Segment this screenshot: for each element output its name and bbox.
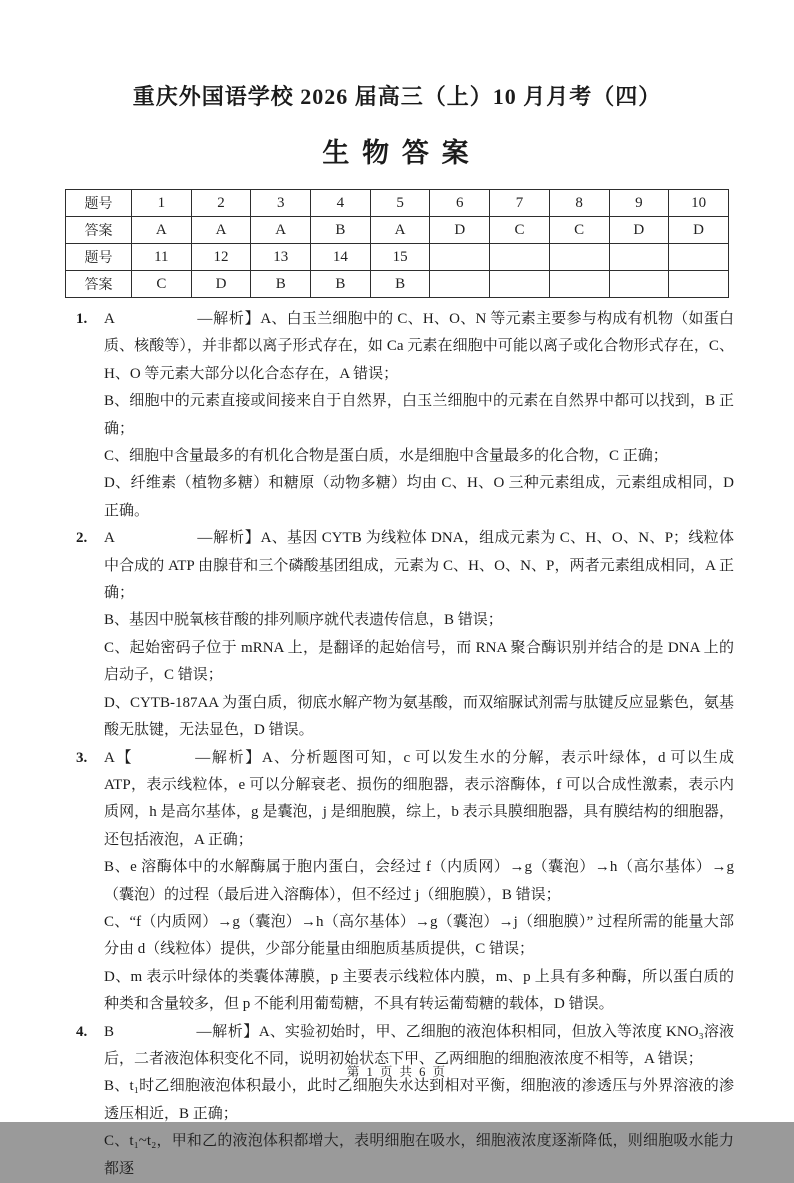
item-body	[104, 306, 734, 525]
item-answer-letter: A	[104, 311, 116, 327]
answer-cell: D	[609, 217, 669, 244]
analysis-marker: —解析】	[195, 749, 262, 766]
answer-cell: 14	[311, 244, 371, 271]
answer-cell	[490, 271, 550, 298]
answer-cell: 3	[251, 190, 311, 217]
answer-cell: D	[430, 217, 490, 244]
answer-item	[60, 1019, 734, 1183]
item-number: 3.	[76, 749, 88, 766]
analysis-paragraph: D、m 表示叶绿体的类囊体薄膜，p 主要表示线粒体内膜，m、p 上具有多种酶，所以蛋白质的种类和含量较多，但 p 不能利用葡萄糖，不具有转运葡萄糖的载体，D 错误。	[104, 968, 734, 1013]
answer-cell: B	[370, 271, 430, 298]
item-number: 1.	[76, 311, 88, 327]
answer-cell	[669, 271, 729, 298]
answer-cell: 7	[490, 190, 550, 217]
answer-cell: 8	[549, 190, 609, 217]
answer-cell: A	[251, 217, 311, 244]
table-row	[66, 217, 729, 244]
page-footer: 第 1 页 共 6 页	[346, 1065, 448, 1079]
analysis-paragraph: C、起始密码子位于 mRNA 上，是翻译的起始信号，而 RNA 聚合酶识别并结合的是 DNA 上的启动子，C 错误；	[104, 639, 734, 684]
analysis-list	[60, 306, 734, 1183]
answer-cell	[669, 244, 729, 271]
analysis-paragraph: A【 —解析】A、分析题图可知，c 可以发生水的分解，表示叶绿体，d 可以生成 ATP，表示线粒体，e 可以分解衰老、损伤的细胞器，表示溶酶体，f 可以合成性激素，表示内质网，h 是高尔基体，g 是囊泡，j 是细胞膜，综上，b 表示具膜细胞器，具有膜结构的细胞器，还包括液泡，A 正确；	[104, 749, 734, 848]
answer-cell	[609, 244, 669, 271]
answer-cell: C	[132, 271, 192, 298]
analysis-paragraph: D、CYTB-187AA 为蛋白质，彻底水解产物为氨基酸，而双缩脲试剂需与肽键反应显紫色，氨基酸无肽键，无法显色，D 错误。	[104, 694, 734, 739]
item-answer-letter: B	[104, 1023, 115, 1040]
answer-cell: D	[191, 271, 251, 298]
analysis-paragraph: A —解析】A、白玉兰细胞中的 C、H、O、N 等元素主要参与构成有机物（如蛋白质、核酸等），并非都以离子形式存在，如 Ca 元素在细胞中可能以离子或化合物形式存在，C、H、O 等元素大部分以化合态存在，A 错误；	[104, 311, 734, 382]
answer-cell: 11	[132, 244, 192, 271]
answer-cell: 5	[370, 190, 430, 217]
table-header-cell: 题号	[66, 244, 132, 271]
item-body	[104, 745, 734, 1019]
table-row	[66, 244, 729, 271]
answer-cell	[430, 244, 490, 271]
answer-cell: 10	[669, 190, 729, 217]
answer-cell: 13	[251, 244, 311, 271]
analysis-marker: —解析】	[197, 530, 261, 547]
analysis-marker: —解析】	[197, 311, 261, 327]
table-header-cell: 答案	[66, 217, 132, 244]
answer-cell: D	[669, 217, 729, 244]
analysis-paragraph: C、“f（内质网）→g（囊泡）→h（高尔基体）→g（囊泡）→j（细胞膜）” 过程所需的能量大部分由 d（线粒体）提供，少部分能量由细胞质基质提供，C 错误；	[104, 913, 734, 958]
analysis-paragraph: B、t₁时乙细胞液泡体积最小，此时乙细胞失水达到相对平衡，细胞液的渗透压与外界溶液的渗透压相近，B 正确；	[104, 1078, 734, 1122]
item-answer-letter: A	[104, 530, 116, 547]
answer-cell: A	[191, 217, 251, 244]
answer-cell: B	[251, 271, 311, 298]
table-header-cell: 答案	[66, 271, 132, 298]
item-number: 2.	[76, 530, 88, 547]
answer-cell: C	[549, 217, 609, 244]
answer-item	[60, 525, 734, 744]
answer-cell	[549, 244, 609, 271]
answer-cell: B	[311, 271, 371, 298]
item-answer-letter: A【	[104, 749, 134, 766]
answer-cell: B	[311, 217, 371, 244]
table-row	[66, 271, 729, 298]
answer-cell: A	[370, 217, 430, 244]
answer-cell: 12	[191, 244, 251, 271]
item-body	[104, 525, 734, 744]
page-title: 重庆外国语学校 2026 届高三（上）10 月月考（四）	[132, 84, 662, 109]
analysis-paragraph: C、t₁~t₂，甲和乙的液泡体积都增大，表明细胞在吸水，细胞液浓度逐渐降低，则细胞吸水能力都逐	[104, 1133, 734, 1177]
answer-key-table	[65, 189, 729, 298]
answer-cell: 2	[191, 190, 251, 217]
answer-item	[60, 306, 734, 525]
analysis-paragraph: B —解析】A、实验初始时，甲、乙细胞的液泡体积相同，但放入等浓度 KNO₃溶液后，二者液泡体积变化不同，说明初始状态下甲、乙两细胞的细胞液浓度不相等，A 错误；	[104, 1023, 734, 1067]
table-header-cell: 题号	[66, 190, 132, 217]
analysis-marker: —解析】	[196, 1023, 259, 1040]
analysis-paragraph: A —解析】A、基因 CYTB 为线粒体 DNA，组成元素为 C、H、O、N、P；线粒体中合成的 ATP 由腺苷和三个磷酸基团组成，元素为 C、H、O、N、P，两者元素组成相同，A 正确；	[104, 530, 734, 602]
answer-cell: 9	[609, 190, 669, 217]
analysis-paragraph: C、细胞中含量最多的有机化合物是蛋白质，水是细胞中含量最多的化合物，C 正确；	[104, 448, 668, 465]
analysis-paragraph: B、e 溶酶体中的水解酶属于胞内蛋白，会经过 f（内质网）→g（囊泡）→h（高尔基体）→g（囊泡）的过程（最后进入溶酶体），但不经过 j（细胞膜），B 错误；	[104, 859, 734, 903]
answer-cell: C	[490, 217, 550, 244]
answer-cell: 1	[132, 190, 192, 217]
answer-cell	[549, 271, 609, 298]
answer-item	[60, 745, 734, 1019]
answer-cell	[430, 271, 490, 298]
page-subtitle: 生 物 答 案	[322, 138, 472, 168]
answer-cell: 15	[370, 244, 430, 271]
analysis-paragraph: B、基因中脱氧核苷酸的排列顺序就代表遗传信息，B 错误；	[104, 612, 503, 629]
table-row	[66, 190, 729, 217]
item-number: 4.	[76, 1023, 88, 1040]
answer-cell: 6	[430, 190, 490, 217]
answer-cell: 4	[311, 190, 371, 217]
answer-cell	[609, 271, 669, 298]
answer-cell	[490, 244, 550, 271]
analysis-paragraph: B、细胞中的元素直接或间接来自于自然界，白玉兰细胞中的元素在自然界中都可以找到，B 正确；	[104, 393, 734, 437]
answer-cell: A	[132, 217, 192, 244]
analysis-paragraph: D、纤维素（植物多糖）和糖原（动物多糖）均由 C、H、O 三种元素组成，元素组成相同，D 正确。	[104, 475, 734, 519]
item-body	[104, 1019, 734, 1183]
